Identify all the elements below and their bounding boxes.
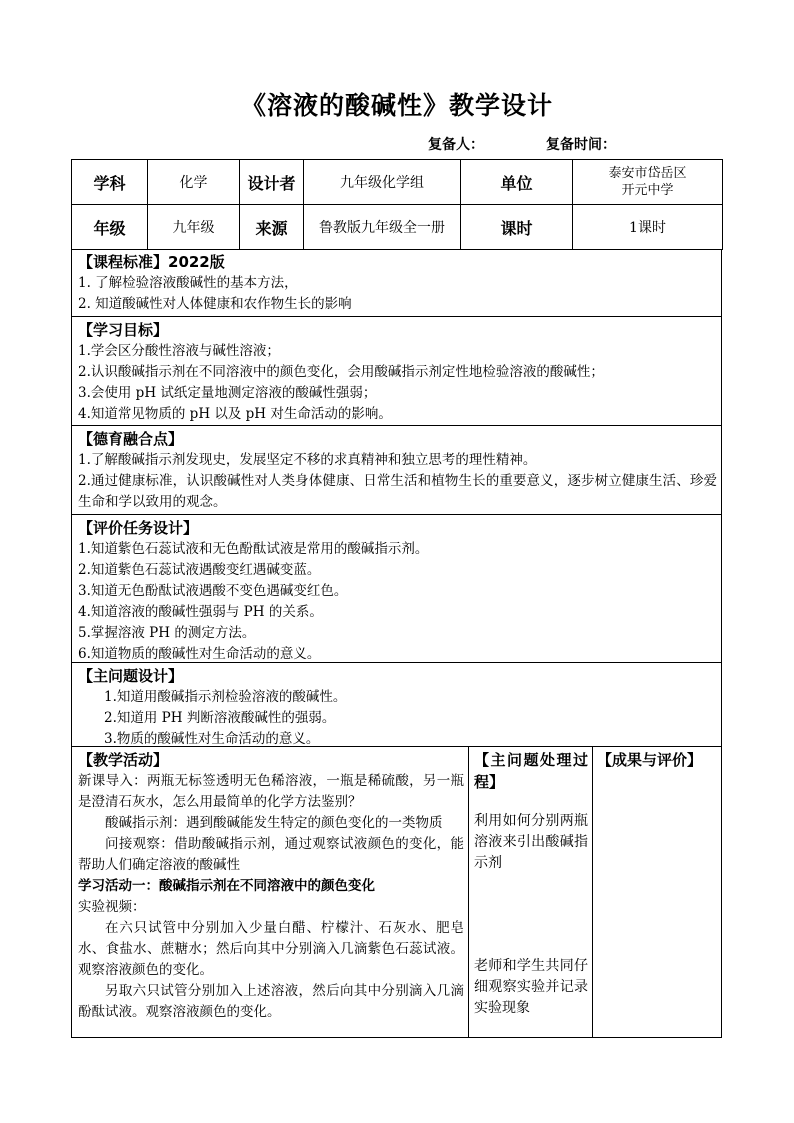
- subject-label: 学科: [72, 160, 148, 205]
- moral-item: 2.通过健康标准，认识酸碱性对人类身体健康、日常生活和植物生长的重要意义，逐步树立健康生活、珍爱生命和学以致用的观念。: [78, 473, 717, 510]
- source-value: 鲁教版九年级全一册: [304, 205, 461, 250]
- grade-label: 年级: [72, 205, 148, 250]
- evaluation-item: 1.知道紫色石蕊试液和无色酚酞试液是常用的酸碱指示剂。: [78, 541, 429, 557]
- prep-time-label: 复备时间：: [546, 137, 616, 153]
- questions-item: 3.物质的酸碱性对生命活动的意义。: [104, 731, 320, 747]
- objectives-heading: 【学习目标】: [78, 321, 169, 339]
- questions-item: 1.知道用酸碱指示剂检验溶液的酸碱性。: [104, 689, 347, 705]
- period-value: 1课时: [573, 205, 723, 250]
- objectives-item: 3.会使用 pH 试纸定量地测定溶液的酸碱性强弱；: [78, 385, 377, 401]
- moral-item: 1.了解酸碱指示剂发现史，发展坚定不移的求真精神和独立思考的理性精神。: [78, 452, 537, 468]
- moral-heading: 【德育融合点】: [78, 430, 184, 448]
- evaluation-section: [71, 515, 722, 663]
- designer-value: 九年级化学组: [304, 160, 461, 205]
- grade-value: 九年级: [148, 205, 240, 250]
- objectives-item: 4.知道常见物质的 pH 以及 pH 对生命活动的影响。: [78, 406, 392, 422]
- evaluation-item: 4.知道溶液的酸碱性强弱与 PH 的关系。: [78, 604, 323, 620]
- process-heading: 【主问题处理过程】: [474, 751, 588, 791]
- page-title: 《溶液的酸碱性》教学设计: [240, 91, 553, 120]
- objectives-item: 2.认识酸碱指示剂在不同溶液中的颜色变化，会用酸碱指示剂定性地检验溶液的酸碱性；: [78, 364, 604, 380]
- questions-heading: 【主问题设计】: [78, 667, 184, 685]
- activity-heading: 【教学活动】: [78, 751, 169, 769]
- process-note-2: 老师和学生共同仔细观察实验并记录实验现象: [474, 958, 588, 1016]
- experiment-paragraph-2: 另取六只试管分别加入上述溶液，然后向其中分别滴入几滴酚酞试液。观察溶液颜色的变化。: [78, 983, 464, 1020]
- info-table: [71, 159, 723, 250]
- experiment-paragraph-1: 在六只试管中分别加入少量白醋、柠檬汁、石灰水、肥皂水、食盐水、蔗糖水；然后向其中分别滴入几滴紫色石蕊试液。观察溶液颜色的变化。: [78, 920, 464, 978]
- standards-item: 2. 知道酸碱性对人体健康和农作物生长的影响: [78, 296, 352, 312]
- activity-column: [72, 747, 469, 1037]
- indicator-definition: 酸碱指示剂：遇到酸碱能发生特定的颜色变化的一类物质: [105, 815, 443, 831]
- process-note-1: 利用如何分别两瓶溶液来引出酸碱指示剂: [474, 813, 588, 871]
- unit-line-1: 泰安市岱岳区: [608, 166, 687, 181]
- info-row-1: [72, 160, 723, 205]
- process-column: [469, 747, 593, 1037]
- period-label: 课时: [461, 205, 573, 250]
- standards-heading: 【课程标准】2022版: [78, 253, 225, 271]
- evaluation-item: 5.掌握溶液 PH 的测定方法。: [78, 625, 256, 641]
- results-column: [593, 747, 721, 1037]
- objectives-item: 1.学会区分酸性溶液与碱性溶液；: [78, 343, 280, 359]
- evaluation-item: 3.知道无色酚酞试液遇酸不变色遇碱变红色。: [78, 583, 348, 599]
- info-row-2: [72, 205, 723, 250]
- evaluation-item: 6.知道物质的酸碱性对生命活动的意义。: [78, 646, 321, 662]
- unit-value: [573, 160, 723, 205]
- activity1-title: 学习活动一：酸碱指示剂在不同溶液中的颜色变化: [78, 878, 375, 894]
- prep-person-label: 复备人：: [428, 137, 484, 153]
- results-heading: 【成果与评价】: [597, 751, 703, 769]
- questions-item: 2.知道用 PH 判断溶液酸碱性的强弱。: [104, 710, 336, 726]
- activity-table: [71, 747, 722, 1038]
- standards-item: 1. 了解检验溶液酸碱性的基本方法，: [78, 275, 298, 291]
- activity-intro: 新课导入：两瓶无标签透明无色稀溶液，一瓶是稀硫酸，另一瓶是澄清石灰水，怎么用最简单的化学方法鉴别？: [78, 773, 464, 810]
- questions-section: [71, 663, 722, 747]
- objectives-section: [71, 317, 722, 426]
- unit-line-2: 开元中学: [621, 183, 674, 198]
- evaluation-heading: 【评价任务设计】: [78, 519, 199, 537]
- designer-label: 设计者: [240, 160, 304, 205]
- video-label: 实验视频：: [78, 899, 146, 915]
- source-label: 来源: [240, 205, 304, 250]
- moral-section: [71, 426, 722, 515]
- subject-value: 化学: [148, 160, 240, 205]
- hypothesis-text: 问接观察：借助酸碱指示剂，通过观察试液颜色的变化，能帮助人们确定溶液的酸碱性: [78, 836, 464, 873]
- standards-section: [71, 249, 722, 317]
- unit-label: 单位: [461, 160, 573, 205]
- evaluation-item: 2.知道紫色石蕊试液遇酸变红遇碱变蓝。: [78, 562, 321, 578]
